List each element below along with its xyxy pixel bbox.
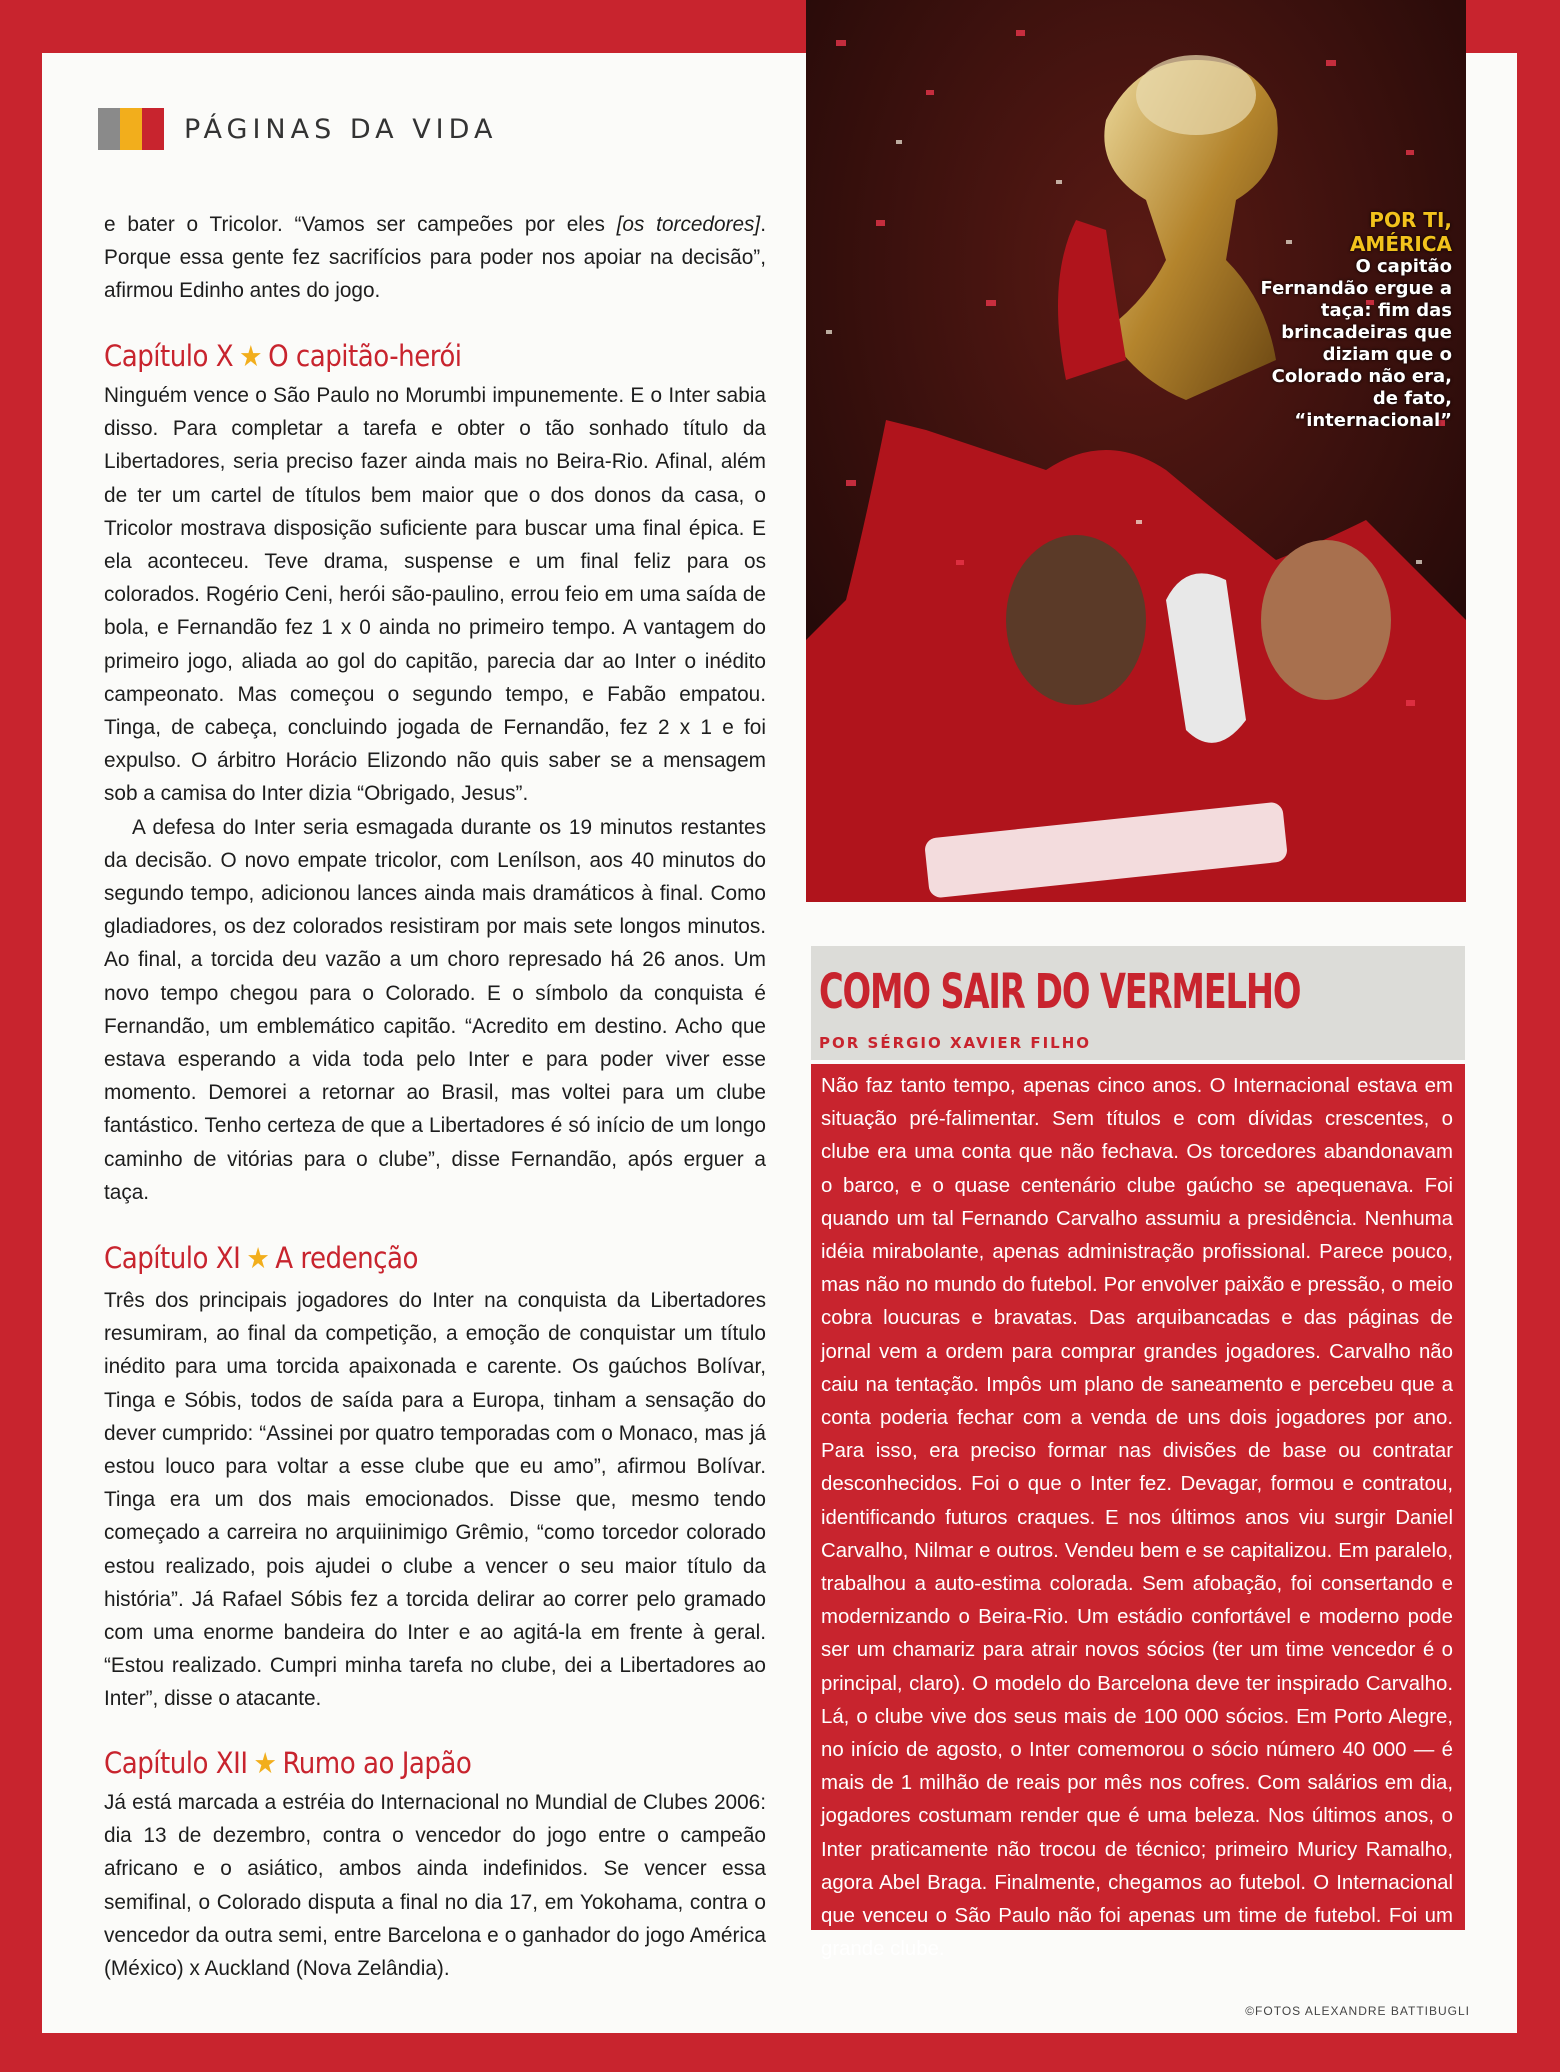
paragraph: Três dos principais jogadores do Inter na conquista da Libertadores resumiram, ao final da competição, a emoção de conquistar um título inédito para uma torcida apaixonada e carente. Os gaúchos Bolívar, Tinga e Sóbis, todos de saída para a Europa, tinham a sensação do dever cumprido: “Assinei por quatro temporadas com o Monaco, mas já estou louco para voltar a esse clube que eu amo”, afirmou Bolívar. Tinga era um dos mais emocionados. Disse que, mesmo tendo começado a carreira no arquiinimigo Grêmio, “como torcedor colorado estou realizado, pois ajudei o clube a vencer o seu maior título da história”. Já Rafael Sóbis fez a torcida delirar ao correr pelo gramado com uma enorme bandeira do Inter e ao agitá-la em frente à geral. “Estou realizado. Cumpri minha tarefa no clube, dei a Libertadores ao Inter”, disse o atacante. [104,1289,766,1711]
chapter-body [104,379,766,1209]
section-header [98,108,497,150]
sidebar-body: Não faz tanto tempo, apenas cinco anos. O Internacional estava em situação pré-falimentar. Sem títulos e com dívidas crescentes, o clube era uma conta que não fechava. Os torcedores abandonavam o barco, e o quase centenário clube gaúcho se apequenava. Foi quando um tal Fernando Carvalho assumiu a presidência. Nenhuma idéia mirabolante, apenas administração profissional. Parece pouco, mas não no mundo do futebol. Por envolver paixão e pressão, o meio cobra loucuras e bravatas. Das arquibancadas e das páginas de jornal vem a ordem para comprar grandes jogadores. Carvalho não caiu na tentação. Impôs um plano de saneamento e percebeu que a conta poderia fechar com a venda de uns dois jogadores por ano. Para isso, era preciso formar nas divisões de base ou contratar desconhecidos. Foi o que o Inter fez. Devagar, formou e contratou, identificando futuros craques. E nos últimos anos viu surgir Daniel Carvalho, Nilmar e outros. Vendeu bem e se capitalizou. Em paralelo, trabalhou a auto-estima colorada. Sem afobação, foi consertando e modernizando o Beira-Rio. Um estádio confortável e moderno pode ser um chamariz para atrair novos sócios (ter um time vencedor é o principal, claro). O modelo do Barcelona deve ter inspirado Carvalho. Lá, o clube vive dos seus mais de 100 000 sócios. Em Porto Alegre, no início de agosto, o Inter comemorou o sócio número 40 000 — é mais de 1 milhão de reais por mês nos cofres. Com salários em dia, jogadores costumam render que é uma beleza. Nos últimos anos, o Inter praticamente não trocou de técnico; primeiro Muricy Ramalho, agora Abel Braga. Finalmente, chegamos ao futebol. O Internacional que venceu o São Paulo não foi apenas um time de futebol. Foi um grande clube. [811,1064,1465,1930]
chapter-heading [104,339,462,373]
intro-paragraph [104,208,766,308]
paragraph: Ninguém vence o São Paulo no Morumbi impunemente. E o Inter sabia disso. Para completar a tarefa e obter o tão sonhado título da Libertadores, seria preciso fazer ainda mais no Beira-Rio. Afinal, além de ter um cartel de títulos bem maior que o dos donos da casa, o Tricolor mostrava disposição suficiente para buscar uma final épica. E ela aconteceu. Teve drama, suspense e um final feliz para os colorados. Rogério Ceni, herói são-paulino, errou feio em uma saída de bola, e Fernandão fez 1 x 0 ainda no primeiro tempo. A vantagem do primeiro jogo, aliada ao gol do capitão, parecia dar ao Inter o inédito campeonato. Mas começou o segundo tempo, e Fabão empatou. Tinga, de cabeça, concluindo jogada de Fernandão, fez 2 x 1 e foi expulso. O árbitro Horácio Elizondo não quis saber se a mensagem sob a camisa do Inter dizia “Obrigado, Jesus”. [104,384,766,806]
caption-title-line-2: AMÉRICA [1349,232,1452,256]
sidebar-byline: POR SÉRGIO XAVIER FILHO [819,1034,1092,1052]
chapter-body [104,1786,766,1985]
paragraph: A defesa do Inter seria esmagada durante os 19 minutos restantes da decisão. O novo empate tricolor, com Lenílson, aos 40 minutos do segundo tempo, adicionou lances ainda mais dramáticos à final. Como gladiadores, os dez colorados resistiram por mais sete longos minutos. Ao final, a torcida deu vazão a um choro represado há 26 anos. Um novo tempo chegou para o Colorado. E o símbolo da conquista é Fernandão, um emblemático capitão. “Acredito em destino. Acho que estava esperando a vida toda pelo Inter e para poder viver esse momento. Demorei a retornar ao Brasil, mas voltei para um clube fantástico. Tenho certeza de que a Libertadores é só início de um longo caminho de vitórias para o clube”, disse Fernandão, após erguer a taça. [104,815,766,1204]
trophy-photo [806,0,1466,902]
chapter-title: A redenção [275,1241,418,1275]
chapter-heading [104,1746,471,1780]
intro-text-1: e bater o Tricolor. “Vamos ser campeões por eles [104,213,617,236]
photo-caption [1252,208,1452,432]
photo-illustration [806,0,1466,902]
chapter-label: Capítulo XII [104,1746,248,1780]
caption-title-line-1: POR TI, [1369,208,1452,232]
star-icon: ★ [246,1241,270,1275]
section-title: PÁGINAS DA VIDA [184,113,498,145]
caption-text: O capitão Fernandão ergue a taça: fim das brincadeiras que diziam que o Colorado não era, de fato, “internacional” [1260,256,1452,431]
chapter-label: Capítulo X [104,339,234,373]
chapter-body [104,1284,766,1716]
star-icon: ★ [253,1746,277,1780]
photo-credit: ©FOTOS ALEXANDRE BATTIBUGLI [1245,2004,1470,2018]
sidebar-box [811,946,1465,1984]
sidebar-header [811,946,1465,1060]
star-icon: ★ [239,339,263,373]
header-block-yellow [120,108,142,150]
chapter-heading [104,1241,418,1275]
chapter-label: Capítulo XI [104,1241,241,1275]
intro-text-italic: [os torcedores] [616,213,761,236]
paragraph: Já está marcada a estréia do Internacional no Mundial de Clubes 2006: dia 13 de dezembro, contra o vencedor do jogo entre o campeão africano e o asiático, ambos ainda indefinidos. Se vencer essa semifinal, o Colorado disputa a final no dia 17, em Yokohama, contra o vencedor da outra semi, entre Barcelona e o ganhador do jogo América (México) x Auckland (Nova Zelândia). [104,1791,766,1981]
intro-text-2: . Porque essa gente fez sacrifícios para poder nos apoiar na decisão”, afirmou Edinho antes do jogo. [104,213,766,303]
sidebar-title: COMO SAIR DO VERMELHO [819,964,1301,1020]
chapter-title: O capitão-herói [268,339,462,373]
chapter-title: Rumo ao Japão [282,1746,472,1780]
header-block-red [142,108,164,150]
header-block-gray [98,108,120,150]
